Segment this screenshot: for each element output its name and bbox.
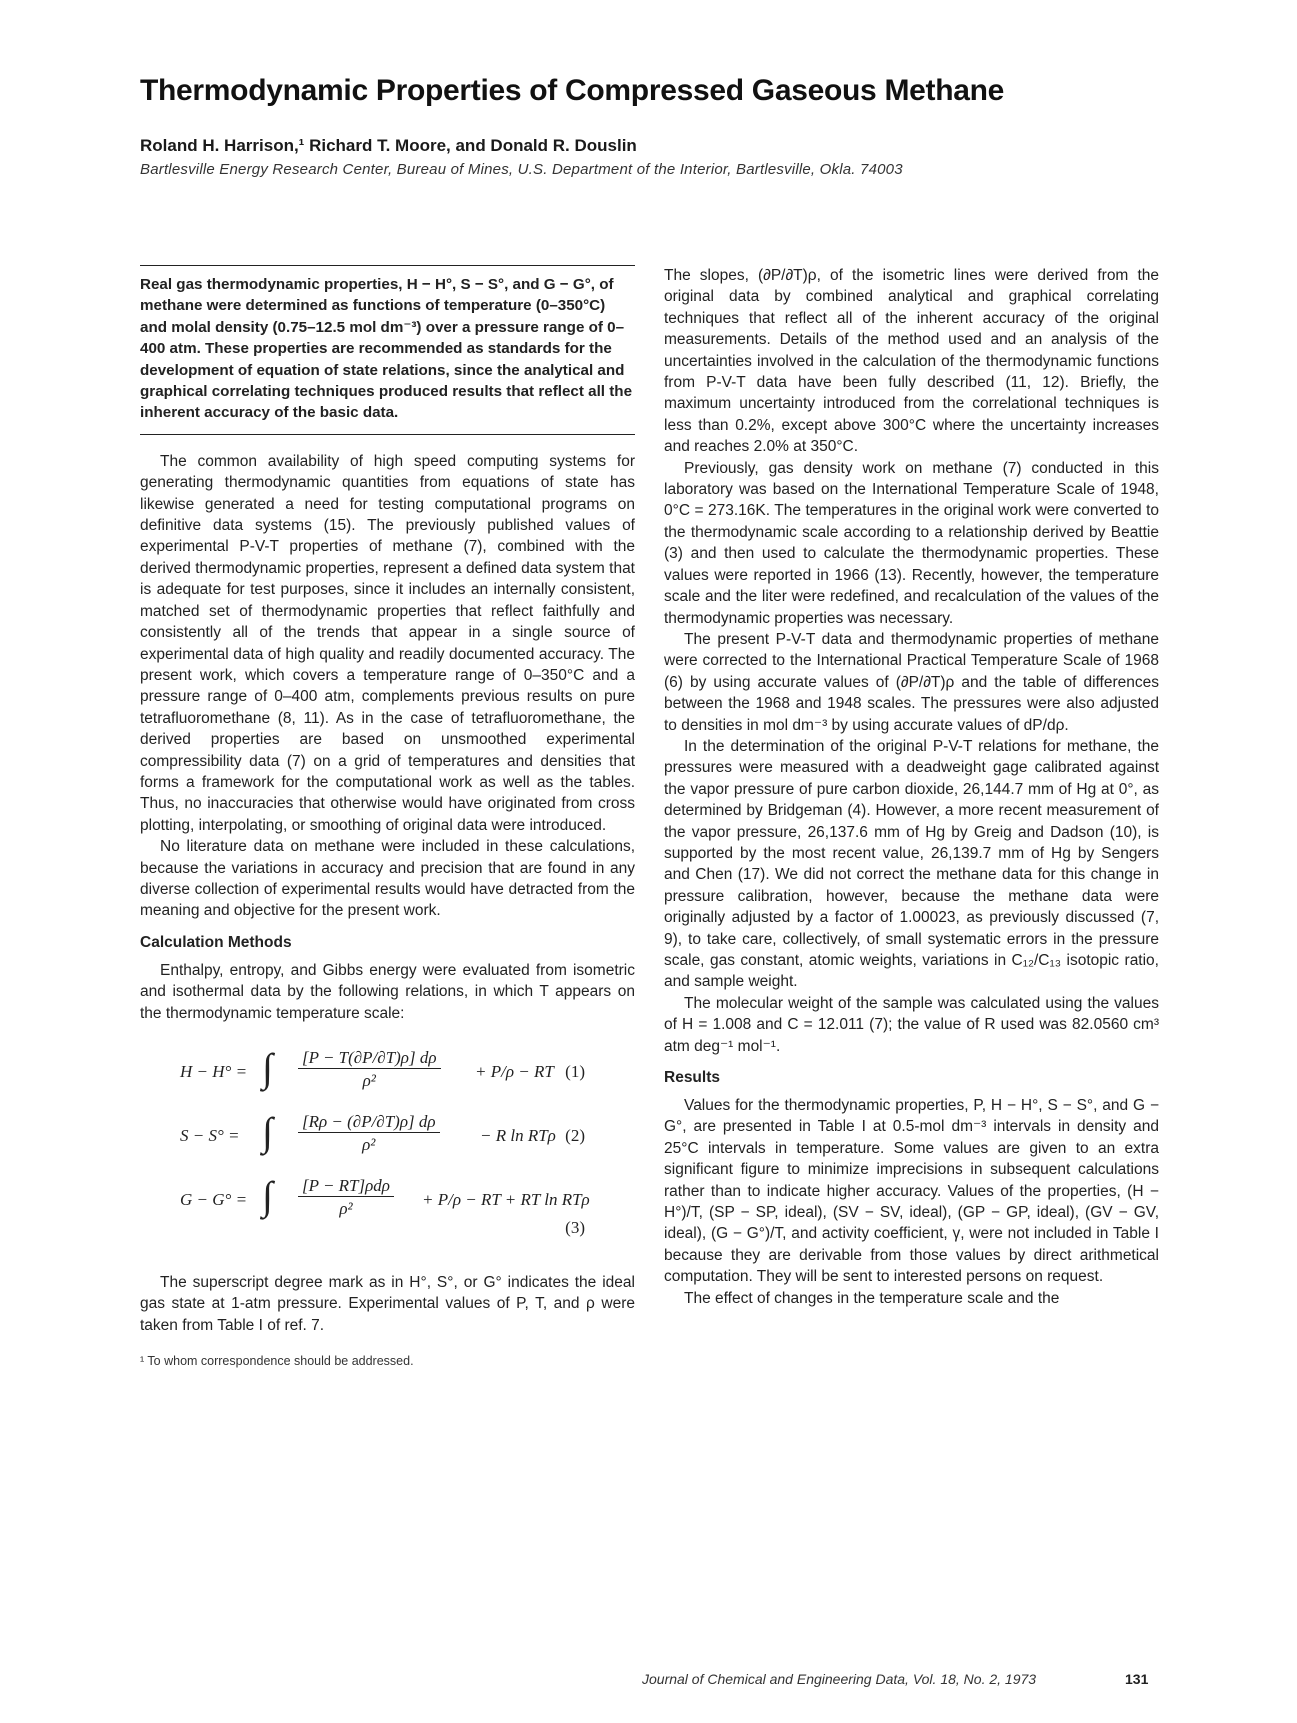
equation-numerator: [P − T(∂P/∂T)ρ] dρ <box>298 1048 441 1069</box>
equation-1 <box>140 1046 635 1102</box>
integral-sign: ∫ <box>262 1045 273 1090</box>
page-number: 131 <box>1125 1671 1149 1687</box>
equation-remainder: − R ln RTρ <box>480 1126 556 1145</box>
equation-fraction <box>298 1112 440 1155</box>
section-heading-results: Results <box>664 1069 720 1087</box>
left-column <box>140 265 635 1368</box>
integral-sign: ∫ <box>262 1109 273 1154</box>
body-paragraph-5: The molecular weight of the sample was calculated using the values of H = 1.008 and C = 12.011 (7); the value of R used was 82.0560 cm³ atm deg⁻¹ mol⁻¹. <box>664 994 1159 1055</box>
equation-lhs: G − G° = <box>180 1190 248 1209</box>
results-paragraph-2: The effect of changes in the temperature scale and the <box>684 1289 1060 1307</box>
article-title: Thermodynamic Properties of Compressed Gaseous Methane <box>140 74 1005 107</box>
equation-lhs: H − H° = <box>180 1062 248 1081</box>
equation-number: (1) <box>565 1062 585 1081</box>
intro-paragraph-1: The common availability of high speed computing systems for generating thermodynamic quantities from equations of state has likewise generated a need for testing computational programs on definitive data systems (15). The previously published values of experimental P-V-T properties of methane (7), combined with the derived thermodynamic properties, represent a defined data system that is adequate for test purposes, since it includes an internally consistent, matched set of thermodynamic properties that reflect faithfully and consistently all of the trends that appear in a single source of experimental data of high quality and readily documented accuracy. The present work, which covers a temperature range of 0–350°C and a pressure range of 0–400 atm, complements previous results on pure tetrafluoromethane (8, 11). As in the case of tetrafluoromethane, the derived properties are based on unsmoothed experimental compressibility data (7) on a grid of temperatures and densities that forms a framework for the computational work as well as the tables. Thus, no inaccuracies that otherwise would have originated from cross plotting, interpolating, or smoothing of original data were introduced. <box>140 452 635 834</box>
body-paragraph-1: The slopes, (∂P/∂T)ρ, of the isometric lines were derived from the original data by combined analytical and graphical correlating techniques that reflect all of the inherent accuracy of the original measurements. Details of the method used and an analysis of the uncertainties involved in the calculation of the thermodynamic functions from P-V-T data have been fully described (11, 12). Briefly, the maximum uncertainty introduced from the correlational techniques is less than 0.2%, except above 300°C where the uncertainty increases and reaches 2.0% at 350°C. <box>664 267 1159 456</box>
author-list: Roland H. Harrison,¹ Richard T. Moore, and Donald R. Douslin <box>140 136 637 155</box>
body-paragraph-4: In the determination of the original P-V-T relations for methane, the pressures were measured with a deadweight gage calibrated against the vapor pressure of pure carbon dioxide, 26,144.7 mm of Hg at 0°, as determined by Bridgeman (4). However, a more recent measurement of the vapor pressure, 26,137.6 mm of Hg by Greig and Dadson (10), is supported by the most recent value, 26,139.7 mm of Hg by Sengers and Chen (17). We did not correct the methane data for this change in pressure calibration, however, because the methane data were originally adjusted by a factor of 1.00023, as previously discussed (7, 9), to take care, collectively, of small systematic errors in the pressure scale, gas constant, atomic weights, variations in C₁₂/C₁₃ isotopic ratio, and sample weight. <box>664 737 1159 991</box>
equation-fraction <box>298 1176 394 1219</box>
abstract: Real gas thermodynamic properties, H − H°, S − S°, and G − G°, of methane were determined as functions of temperature (0–350°C) and molal density (0.75–12.5 mol dm⁻³) over a pressure range of 0–400 atm. These properties are recommended as standards for the development of equation of state relations, since the analytical and graphical correlating techniques produced results that reflect all the inherent accuracy of the basic data. <box>140 265 635 435</box>
right-column <box>664 265 1159 1309</box>
degree-paragraph: The superscript degree mark as in H°, S°, or G° indicates the ideal gas state at 1-atm pressure. Experimental values of P, T, and ρ were taken from Table I of ref. 7. <box>140 1274 635 1334</box>
equation-remainder: + P/ρ − RT <box>475 1062 554 1081</box>
journal-citation: Journal of Chemical and Engineering Data, Vol. 18, No. 2, 1973 <box>642 1671 1037 1687</box>
equation-3 <box>140 1174 635 1246</box>
author-affiliation: Bartlesville Energy Research Center, Bureau of Mines, U.S. Department of the Interior, Bartlesville, Okla. 74003 <box>140 161 903 178</box>
equation-fraction <box>298 1048 441 1091</box>
body-paragraph-3: The present P-V-T data and thermodynamic properties of methane were corrected to the International Practical Temperature Scale of 1968 (6) by using accurate values of (∂P/∂T)ρ and the table of differences between the 1968 and 1948 scales. The pressures were also adjusted to densities in mol dm⁻³ by using accurate values of dP/dρ. <box>664 630 1159 734</box>
equation-denominator: ρ² <box>362 1071 376 1090</box>
section-heading-calculation-methods: Calculation Methods <box>140 933 292 951</box>
equation-number: (3) <box>565 1218 585 1237</box>
footnote: ¹ To whom correspondence should be addressed. <box>140 1354 414 1369</box>
integral-sign: ∫ <box>262 1173 273 1218</box>
calc-paragraph: Enthalpy, entropy, and Gibbs energy were evaluated from isometric and isothermal data by the following relations, in which T appears on the thermodynamic temperature scale: <box>140 961 635 1022</box>
equation-remainder: + P/ρ − RT + RT ln RTρ <box>422 1190 590 1209</box>
equation-numerator: [Rρ − (∂P/∂T)ρ] dρ <box>298 1112 440 1133</box>
intro-paragraph-2: No literature data on methane were included in these calculations, because the variations in accuracy and precision that are found in any diverse collection of experimental results would have detracted from the meaning and objective for the present work. <box>140 838 635 920</box>
results-paragraph-1: Values for the thermodynamic properties, P, H − H°, S − S°, and G − G°, are presented in Table I at 0.5-mol dm⁻³ intervals in density and 25°C intervals in temperature. Some values are given to an extra significant figure to minimize imprecisions in subsequent calculations rather than to indicate higher accuracy. Values of the properties, (H − H°)/T, (SP − SP, ideal), (SV − SV, ideal), (GP − GP, ideal), (GV − GV, ideal), (G − G°)/T, and activity coefficient, γ, were not included in Table I because they are derivable from those values by direct arithmetical computation. They will be sent to interested persons on request. <box>664 1097 1159 1286</box>
equation-number: (2) <box>565 1126 585 1145</box>
equation-denominator: ρ² <box>362 1135 376 1154</box>
equation-2 <box>140 1110 635 1166</box>
body-paragraph-2: Previously, gas density work on methane (7) conducted in this laboratory was based on the International Temperature Scale of 1948, 0°C = 273.16K. The temperatures in the original work were converted to the thermodynamic scale according to a relationship derived by Beattie (3) and then used to calculate the thermodynamic properties. These values were reported in 1966 (13). Recently, however, the temperature scale and the liter were redefined, and recalculation of the values of the thermodynamic properties was necessary. <box>664 459 1159 627</box>
equation-denominator: ρ² <box>339 1199 353 1218</box>
equation-lhs: S − S° = <box>180 1126 240 1145</box>
equation-numerator: [P − RT]ρdρ <box>298 1176 394 1197</box>
